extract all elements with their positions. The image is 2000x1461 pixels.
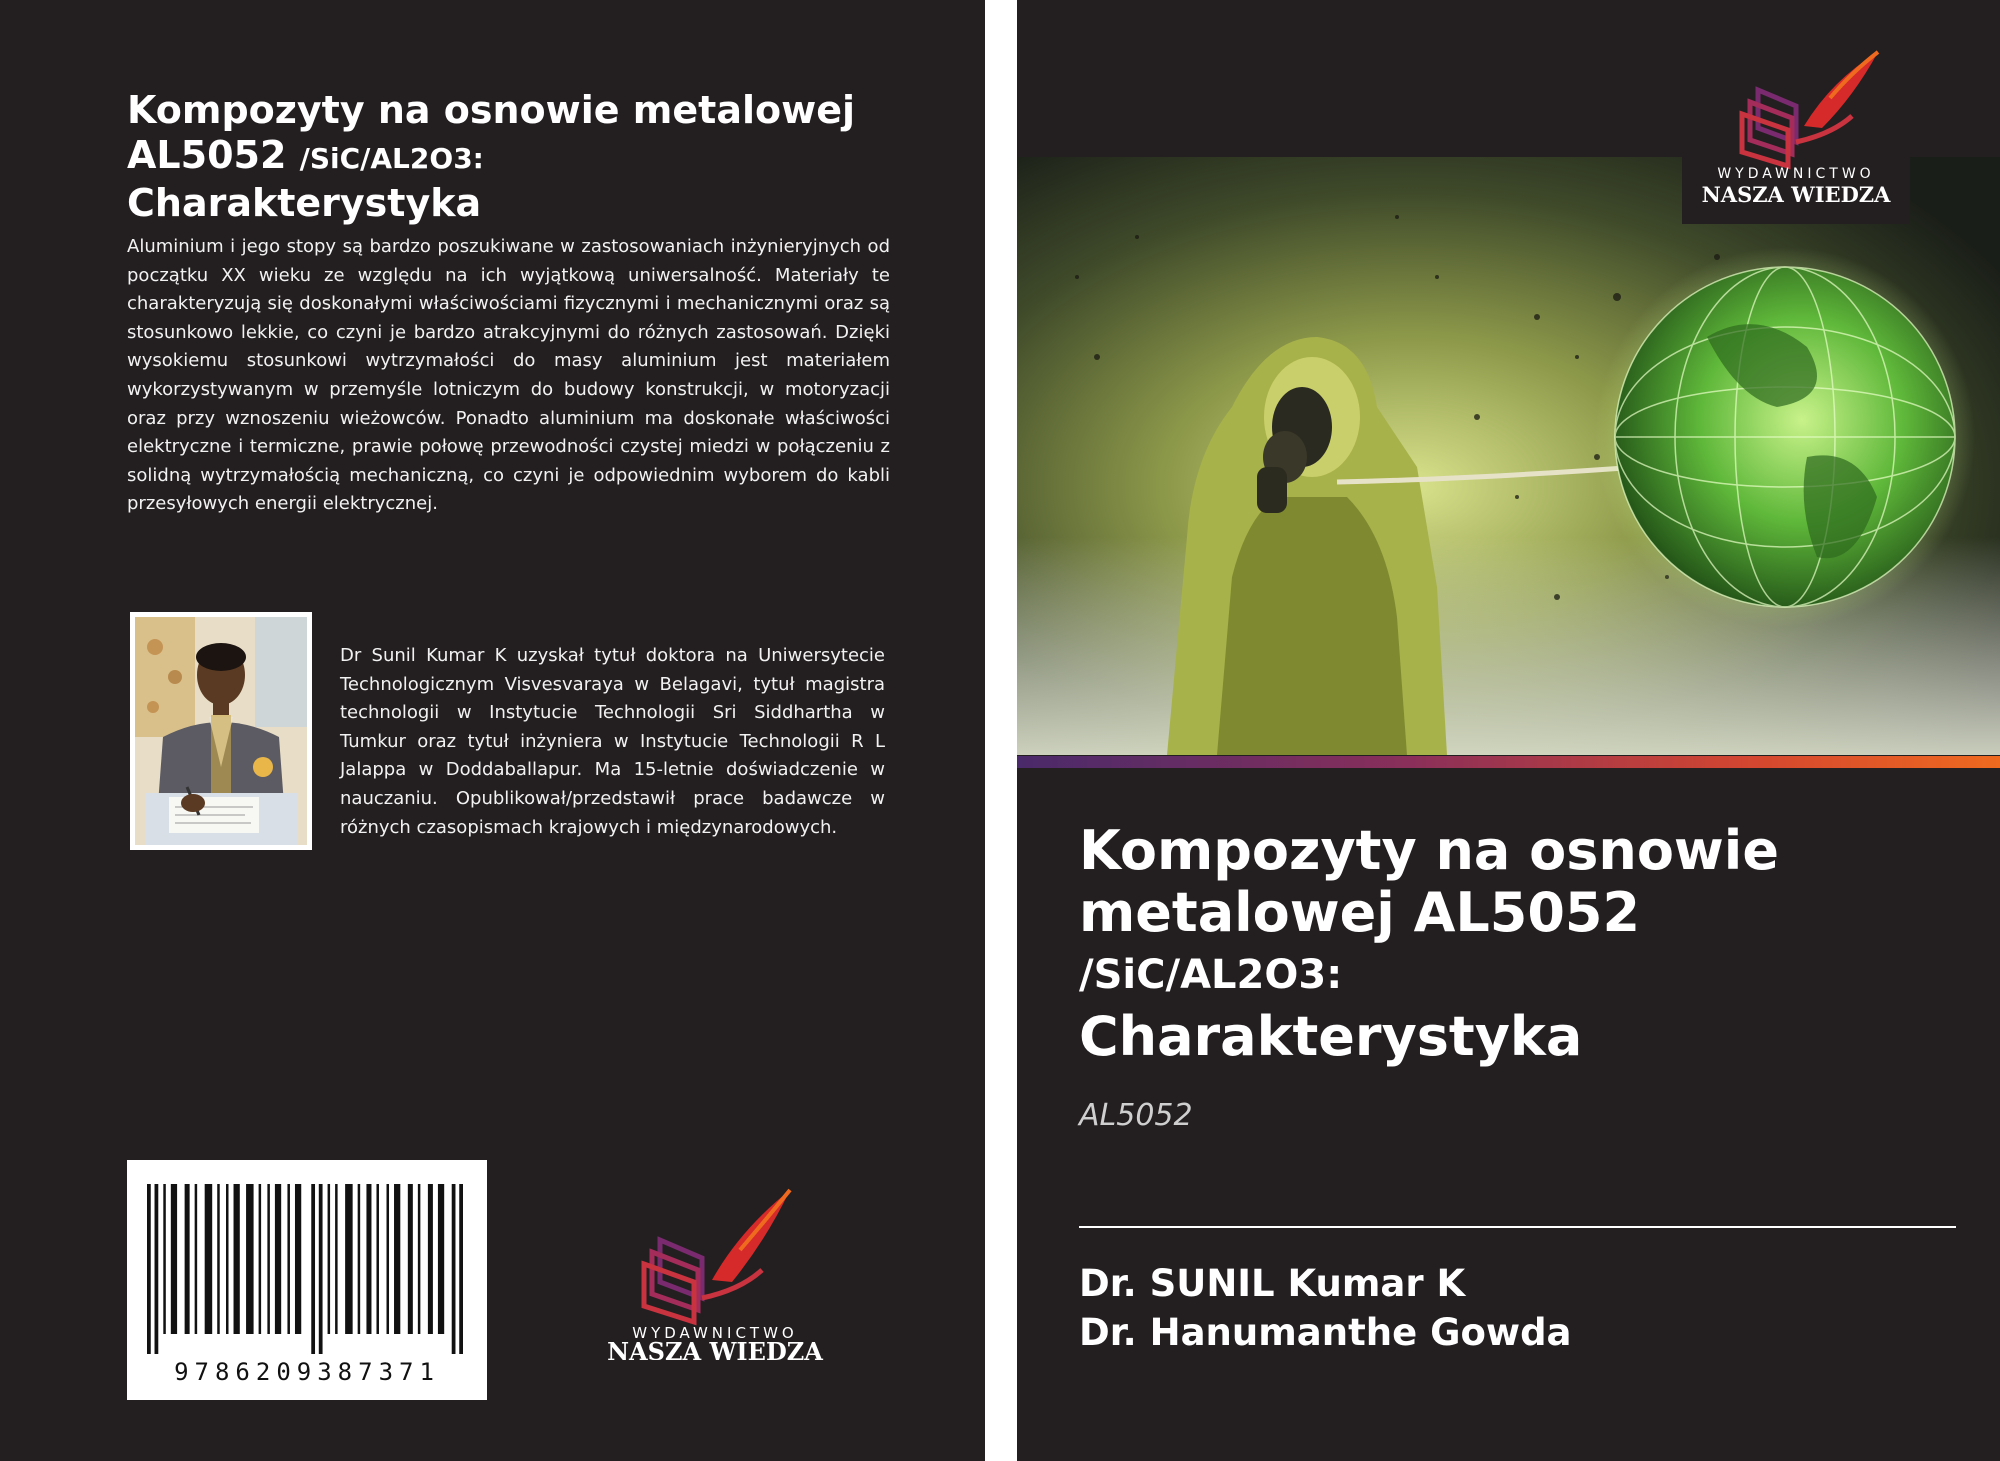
barcode-bar xyxy=(376,1184,379,1334)
author-portrait-image xyxy=(135,617,307,845)
front-cover xyxy=(1017,0,2000,1461)
isbn-digits: 9786209387371 xyxy=(174,1358,440,1386)
back-title-end: Charakterystyka xyxy=(127,181,482,225)
barcode-bar xyxy=(428,1184,433,1334)
back-cover-blurb: Aluminium i jego stopy są bardzo poszukiwane w zastosowaniach inżynieryjnych od początku XX wieku ze względu na ich wyjątkową uniwersalność. Materiały te charakteryzują się doskonałymi właściwościami fizycznymi i mechanicznymi oraz są stosunkowo lekkie, co czyni je bardzo atrakcyjnymi do różnych zastosowań. Dzięki wysokiemu stosunkowi wytrzymałości do masy aluminium jest materiałem wykorzystywanym w przemyśle lotniczym do budowy konstrukcji, w motoryzacji oraz przy wznoszeniu wieżowców. Ponadto aluminium ma doskonałe właściwości elektryczne i termiczne, prawie połowę przewodności czystej miedzi w połączeniu z solidną wytrzymałością mechaniczną, co czyni je odpowiednim wyborem do kabli przesyłowych energii elektrycznej. xyxy=(127,236,890,515)
barcode-bar xyxy=(345,1184,353,1334)
barcode-bar xyxy=(234,1184,240,1334)
front-title-line1: Kompozyty na osnowie xyxy=(1079,819,1779,882)
back-title-sub: /SiC/AL2O3: xyxy=(299,142,484,175)
barcode-bar xyxy=(311,1184,315,1354)
back-publisher-line1: WYDAWNICTWO xyxy=(632,1324,798,1342)
barcode-bar xyxy=(275,1184,281,1334)
front-publisher-line2: NASZA WIEDZA xyxy=(1701,182,1891,207)
front-title-line3: /SiC/AL2O3: xyxy=(1079,952,1343,998)
front-publisher-line1: WYDAWNICTWO xyxy=(1717,166,1875,182)
back-cover xyxy=(0,0,985,1461)
barcode-bar xyxy=(418,1184,421,1334)
barcode-bar xyxy=(394,1184,400,1334)
back-publisher-line2: NASZA WIEDZA xyxy=(607,1337,823,1360)
barcode-bar xyxy=(387,1184,390,1334)
author-photo xyxy=(130,612,312,850)
spine-gap xyxy=(985,0,1017,1461)
barcode-bar xyxy=(259,1184,262,1334)
barcode-bar xyxy=(185,1184,190,1334)
cover-illustration xyxy=(1017,157,2000,755)
hazmat-globe-image xyxy=(1017,157,2000,755)
barcode-bar xyxy=(163,1184,166,1334)
barcode-bar xyxy=(366,1184,371,1334)
front-title-line4: Charakterystyka xyxy=(1079,1005,1583,1068)
back-title-main: Kompozyty na osnowie metalowej AL5052 xyxy=(127,88,855,177)
barcode-bar xyxy=(217,1184,220,1334)
front-publisher-logo xyxy=(1682,0,1910,224)
front-author-2: Dr. Hanumanthe Gowda xyxy=(1079,1311,1572,1354)
isbn-barcode xyxy=(127,1160,487,1400)
front-title-line2: metalowej AL5052 xyxy=(1079,881,1641,944)
front-cover-subtitle: AL5052 xyxy=(1079,1098,1193,1133)
quill-book-icon xyxy=(1742,52,1878,166)
barcode-bar xyxy=(408,1184,413,1334)
quill-book-icon xyxy=(644,1190,790,1322)
barcode-bar xyxy=(267,1184,270,1334)
barcode-bar xyxy=(226,1184,229,1334)
barcode-bar xyxy=(155,1184,159,1354)
barcode-bar xyxy=(295,1184,301,1334)
front-author-1: Dr. SUNIL Kumar K xyxy=(1079,1262,1466,1305)
barcode-bars xyxy=(147,1184,463,1354)
title-divider xyxy=(1079,1226,1956,1228)
front-cover-title xyxy=(1079,820,1939,1068)
back-cover-title xyxy=(127,88,907,226)
barcode-bar xyxy=(246,1184,254,1334)
barcode-bar xyxy=(328,1184,331,1334)
barcode-bar xyxy=(335,1184,338,1334)
barcode-bar xyxy=(205,1184,213,1334)
accent-stripe xyxy=(1017,756,2000,768)
author-bio: Dr Sunil Kumar K uzyskał tytuł doktora na Uniwersytecie Technologicznym Visvesvaraya w Belagavi, tytuł magistra technologii w Instytucie Technologii Sri Siddhartha w Tumkur oraz tytuł inżyniera w Instytucie Technologii R L Jalappa w Doddaballapur. Ma 15-letnie doświadczenie w nauczaniu. Opublikował/przedstawił prace badawcze w różnych czasopismach krajowych i międzynarodowych. xyxy=(340,645,885,838)
back-publisher-logo xyxy=(590,1170,840,1360)
barcode-bar xyxy=(195,1184,198,1334)
barcode-bar xyxy=(358,1184,361,1334)
barcode-bar xyxy=(287,1184,290,1334)
barcode-bar xyxy=(171,1184,177,1334)
barcode-bar xyxy=(452,1184,456,1354)
barcode-bar xyxy=(319,1184,323,1354)
barcode-bar xyxy=(459,1184,463,1354)
barcode-bar xyxy=(147,1184,151,1354)
barcode-bar xyxy=(438,1184,444,1334)
